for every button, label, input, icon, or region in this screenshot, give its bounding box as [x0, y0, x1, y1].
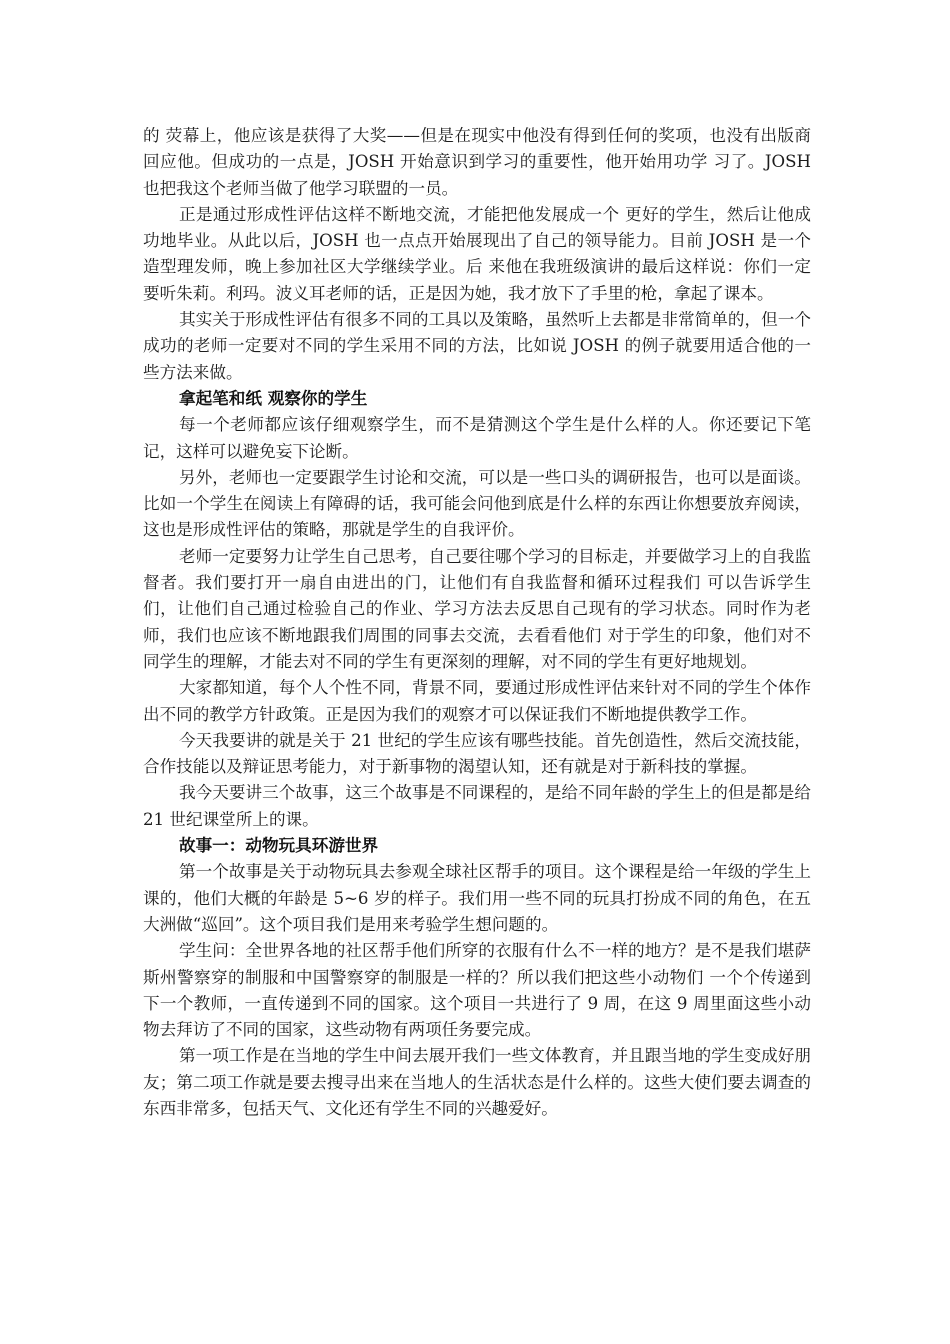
section-heading: 拿起笔和纸 观察你的学生 — [179, 388, 368, 408]
paragraph: 的 荧幕上，他应该是获得了大奖——但是在现实中他没有得到任何的奖项，也没有出版商回应他。但成功的一点是，JOSH 开始意识到学习的重要性，他开始用功学 习了。JOSH 也把我这个老师当做了他学习联盟的一员。 — [143, 126, 811, 198]
paragraph: 老师一定要努力让学生自己思考，自己要往哪个学习的目标走，并要做学习上的自我监督者。我们要打开一扇自由进出的门，让他们有自我监督和循环过程我们 可以告诉学生们，让他们自己通过检验自己的作业、学习方法去反思自己现有的学习状态。同时作为老师，我们也应该不断地跟我们周围的同事去交流，去看看他们 对于学生的印象，他们对不同学生的理解，才能去对不同的学生有更深刻的理解，对不同的学生有更好地规划。 — [143, 546, 811, 671]
section-heading: 故事一：动物玩具环游世界 — [179, 836, 379, 856]
paragraph: 另外，老师也一定要跟学生讨论和交流，可以是一些口头的调研报告，也可以是面谈。比如一个学生在阅读上有障碍的话，我可能会问他到底是什么样的东西让你想要放弃阅读，这也是形成性评估的策略，那就是学生的自我评价。 — [143, 467, 811, 540]
paragraph: 学生问：全世界各地的社区帮手他们所穿的衣服有什么不一样的地方？是不是我们堪萨斯州警察穿的制服和中国警察穿的制服是一样的？所以我们把这些小动物们 一个个传递到下一个教师，一直传递到不同的国家。这个项目一共进行了 9 周，在这 9 周里面这些小动物去拜访了不同的国家，这些动物有两项任务要完成。 — [143, 941, 811, 1040]
paragraph: 其实关于形成性评估有很多不同的工具以及策略，虽然听上去都是非常简单的，但一个成功的老师一定要对不同的学生采用不同的方法，比如说 JOSH 的例子就要用适合他的一些方法来做。 — [143, 310, 811, 382]
document-body — [143, 123, 811, 1122]
paragraph: 我今天要讲三个故事，这三个故事是不同课程的，是给不同年龄的学生上的但是都是给 21 世纪课堂所上的课。 — [143, 783, 811, 829]
paragraph: 今天我要讲的就是关于 21 世纪的学生应该有哪些技能。首先创造性，然后交流技能，合作技能以及辩证思考能力，对于新事物的渴望认知，还有就是对于新科技的掌握。 — [143, 730, 811, 777]
paragraph: 正是通过形成性评估这样不断地交流，才能把他发展成一个 更好的学生，然后让他成功地毕业。从此以后，JOSH 也一点点开始展现出了自己的领导能力。目前 JOSH 是一个造型理发师，晚上参加社区大学继续学业。后 来他在我班级演讲的最后这样说：你们一定要听朱莉。利玛。波义耳老师的话，正是因为她，我才放下了手里的枪，拿起了课本。 — [143, 204, 811, 303]
paragraph: 每一个老师都应该仔细观察学生，而不是猜测这个学生是什么样的人。你还要记下笔记，这样可以避免妄下论断。 — [143, 415, 811, 461]
paragraph: 大家都知道，每个人个性不同，背景不同，要通过形成性评估来针对不同的学生个体作出不同的教学方针政策。正是因为我们的观察才可以保证我们不断地提供教学工作。 — [143, 678, 811, 724]
paragraph: 第一项工作是在当地的学生中间去展开我们一些文体教育，并且跟当地的学生变成好朋友；第二项工作就是要去搜寻出来在当地人的生活状态是什么样的。这些大使们要去调查的东西非常多，包括天气、文化还有学生不同的兴趣爱好。 — [143, 1046, 811, 1118]
paragraph: 第一个故事是关于动物玩具去参观全球社区帮手的项目。这个课程是给一年级的学生上课的，他们大概的年龄是 5~6 岁的样子。我们用一些不同的玩具打扮成不同的角色，在五大洲做“巡回”。这个项目我们是用来考验学生想问题的。 — [143, 862, 811, 934]
